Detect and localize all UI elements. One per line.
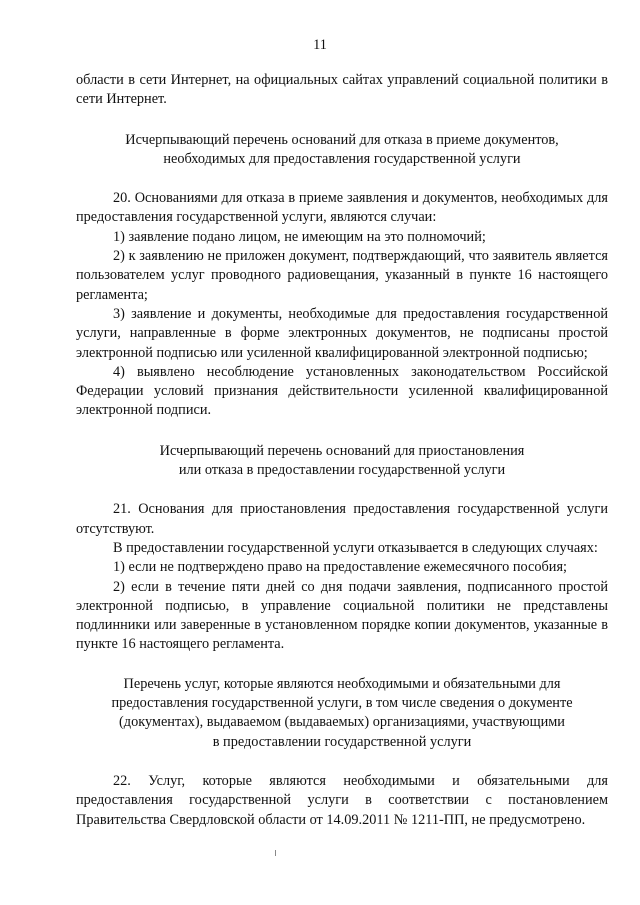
paragraph-21: 21. Основания для приостановления предоставления государственной услуги отсутствуют. xyxy=(76,501,608,537)
paragraph-20-item-2: 2) к заявлению не приложен документ, подтверждающий, что заявитель является пользователем услуг проводного радиовещания, указанный в пункте 16 настоящего регламента; xyxy=(76,248,608,303)
section1-heading-line2: необходимых для предоставления государственной услуги xyxy=(163,150,521,167)
paragraph-22: 22. Услуг, которые являются необходимыми и обязательными для предоставления государственной услуги в соответствии с постановлением Правительства Свердловской области от 14.09.2011 № 1211-ПП, не предусмотрено. xyxy=(76,772,608,828)
intro-paragraph: области в сети Интернет, на официальных сайтах управлений социальной политики в сети Интернет. xyxy=(76,72,608,108)
section3-heading-line3: (документах), выдаваемом (выдаваемых) организациями, участвующими xyxy=(119,714,565,731)
paragraph-20: 20. Основаниями для отказа в приеме заявления и документов, необходимых для предоставления государственной услуги, являются случаи: xyxy=(76,190,608,226)
page-number: 11 xyxy=(313,37,327,53)
scan-mark xyxy=(275,850,276,856)
section3-heading-line2: предоставления государственной услуги, в том числе сведения о документе xyxy=(111,695,573,712)
section3-heading-line1: Перечень услуг, которые являются необходимыми и обязательными для xyxy=(123,675,561,692)
paragraph-21-item-2: 2) если в течение пяти дней со дня подачи заявления, подписанного простой электронной подписью, в управление социальной политики не представлены подлинники или заверенные в установленном порядке копии документов, указанные в пункте 16 настоящего регламента. xyxy=(76,578,608,653)
paragraph-20-item-4: 4) выявлено несоблюдение установленных законодательством Российской Федерации условий признания действительности усиленной квалифицированной электронной подписи. xyxy=(76,363,608,419)
section1-heading-line1: Исчерпывающий перечень оснований для отказа в приеме документов, xyxy=(125,131,559,148)
paragraph-20-item-1: 1) заявление подано лицом, не имеющим на это полномочий; xyxy=(113,228,486,245)
body-text xyxy=(76,71,608,830)
section2-heading-line1: Исчерпывающий перечень оснований для приостановления xyxy=(159,442,525,459)
paragraph-21-item-1: 1) если не подтверждено право на предоставление ежемесячного пособия; xyxy=(113,559,568,576)
section2-heading-line2: или отказа в предоставлении государственной услуги xyxy=(178,462,506,479)
paragraph-21-refusal: В предоставлении государственной услуги отказывается в следующих случаях: xyxy=(113,539,598,556)
paragraph-20-item-3: 3) заявление и документы, необходимые для предоставления государственной услуги, направленные в форме электронных документов, не подписаны простой электронной подписью или усиленной квалифицированной электронной подписью; xyxy=(76,305,608,361)
section3-heading-line4: в предоставлении государственной услуги xyxy=(212,733,472,750)
